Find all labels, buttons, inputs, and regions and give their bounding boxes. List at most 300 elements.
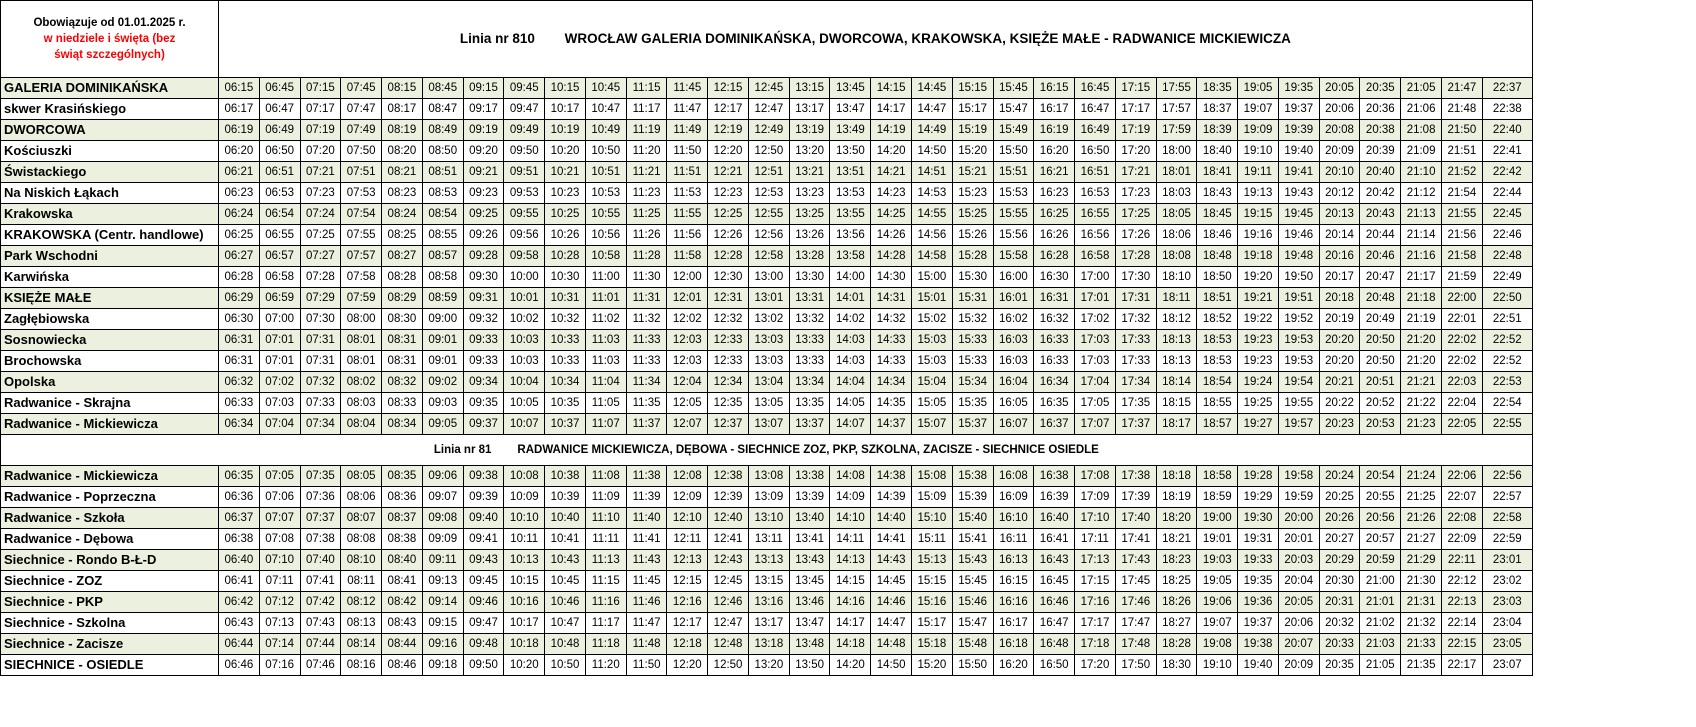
departure-time: 08:24 bbox=[382, 204, 423, 225]
departure-time: 21:00 bbox=[1360, 571, 1401, 592]
departure-time: 09:34 bbox=[463, 372, 504, 393]
departure-time: 08:02 bbox=[341, 372, 382, 393]
departure-time: 16:28 bbox=[1034, 246, 1075, 267]
departure-time: 14:01 bbox=[830, 288, 871, 309]
line-81-number: Linia nr 81 bbox=[433, 444, 492, 456]
departure-time: 12:20 bbox=[708, 141, 749, 162]
departure-time: 09:31 bbox=[463, 288, 504, 309]
departure-time: 18:12 bbox=[1156, 309, 1197, 330]
departure-time: 21:51 bbox=[1441, 141, 1482, 162]
departure-time: 09:32 bbox=[463, 309, 504, 330]
departure-time: 22:41 bbox=[1482, 141, 1532, 162]
departure-time: 16:39 bbox=[1034, 487, 1075, 508]
departure-time: 21:55 bbox=[1441, 204, 1482, 225]
departure-time: 12:45 bbox=[748, 78, 789, 99]
departure-time: 13:16 bbox=[748, 592, 789, 613]
departure-time: 22:40 bbox=[1482, 120, 1532, 141]
departure-time: 18:30 bbox=[1156, 655, 1197, 676]
departure-time: 17:13 bbox=[1075, 550, 1116, 571]
departure-time: 06:34 bbox=[219, 414, 260, 435]
departure-time: 08:46 bbox=[382, 655, 423, 676]
departure-time: 12:39 bbox=[708, 487, 749, 508]
departure-time: 13:13 bbox=[748, 550, 789, 571]
departure-time: 12:38 bbox=[708, 466, 749, 487]
departure-time: 07:07 bbox=[259, 508, 300, 529]
stop-name: Opolska bbox=[1, 372, 219, 393]
departure-time: 17:11 bbox=[1075, 529, 1116, 550]
departure-time: 15:33 bbox=[952, 351, 993, 372]
departure-time: 06:20 bbox=[219, 141, 260, 162]
departure-time: 09:47 bbox=[504, 99, 545, 120]
departure-time: 14:19 bbox=[871, 120, 912, 141]
departure-time: 13:07 bbox=[748, 414, 789, 435]
departure-time: 07:20 bbox=[300, 141, 341, 162]
departure-time: 12:43 bbox=[708, 550, 749, 571]
departure-time: 15:41 bbox=[952, 529, 993, 550]
stop-name: skwer Krasińskiego bbox=[1, 99, 219, 120]
departure-time: 18:57 bbox=[1197, 414, 1238, 435]
departure-time: 13:56 bbox=[830, 225, 871, 246]
departure-time: 10:08 bbox=[504, 466, 545, 487]
departure-time: 18:06 bbox=[1156, 225, 1197, 246]
departure-time: 20:09 bbox=[1319, 141, 1360, 162]
departure-time: 06:30 bbox=[219, 309, 260, 330]
departure-time: 21:03 bbox=[1360, 634, 1401, 655]
departure-time: 17:37 bbox=[1115, 414, 1156, 435]
departure-time: 18:46 bbox=[1197, 225, 1238, 246]
departure-time: 13:04 bbox=[748, 372, 789, 393]
departure-time: 16:33 bbox=[1034, 351, 1075, 372]
departure-time: 11:00 bbox=[585, 267, 626, 288]
departure-time: 15:58 bbox=[993, 246, 1034, 267]
departure-time: 07:47 bbox=[341, 99, 382, 120]
departure-time: 20:36 bbox=[1360, 99, 1401, 120]
departure-time: 15:47 bbox=[952, 613, 993, 634]
stop-name: Radwanice - Mickiewicza bbox=[1, 466, 219, 487]
departure-time: 11:56 bbox=[667, 225, 708, 246]
departure-time: 20:38 bbox=[1360, 120, 1401, 141]
departure-time: 16:18 bbox=[993, 634, 1034, 655]
departure-time: 12:01 bbox=[667, 288, 708, 309]
departure-time: 19:13 bbox=[1238, 183, 1279, 204]
departure-time: 07:01 bbox=[259, 351, 300, 372]
stop-name: Świstackiego bbox=[1, 162, 219, 183]
departure-time: 14:32 bbox=[871, 309, 912, 330]
departure-time: 16:30 bbox=[1034, 267, 1075, 288]
departure-time: 20:31 bbox=[1319, 592, 1360, 613]
departure-time: 14:03 bbox=[830, 351, 871, 372]
departure-time: 18:53 bbox=[1197, 351, 1238, 372]
departure-time: 10:37 bbox=[545, 414, 586, 435]
departure-time: 10:47 bbox=[545, 613, 586, 634]
departure-time: 08:05 bbox=[341, 466, 382, 487]
departure-time: 15:05 bbox=[912, 393, 953, 414]
line-810-stop-row bbox=[1, 351, 1533, 372]
departure-time: 10:01 bbox=[504, 288, 545, 309]
line-810-stop-row bbox=[1, 162, 1533, 183]
departure-time: 14:47 bbox=[871, 613, 912, 634]
departure-time: 12:28 bbox=[708, 246, 749, 267]
stop-name: Radwanice - Skrajna bbox=[1, 393, 219, 414]
departure-time: 15:03 bbox=[912, 330, 953, 351]
departure-time: 19:20 bbox=[1238, 267, 1279, 288]
departure-time: 07:03 bbox=[259, 393, 300, 414]
departure-time: 20:55 bbox=[1360, 487, 1401, 508]
departure-time: 19:21 bbox=[1238, 288, 1279, 309]
departure-time: 07:40 bbox=[300, 550, 341, 571]
line-810-number: Linia nr 810 bbox=[459, 31, 535, 46]
departure-time: 18:40 bbox=[1197, 141, 1238, 162]
departure-time: 15:01 bbox=[912, 288, 953, 309]
departure-time: 13:08 bbox=[748, 466, 789, 487]
departure-time: 19:38 bbox=[1238, 634, 1279, 655]
departure-time: 16:17 bbox=[993, 613, 1034, 634]
line-810-stop-row bbox=[1, 120, 1533, 141]
departure-time: 11:49 bbox=[667, 120, 708, 141]
departure-time: 19:23 bbox=[1238, 351, 1279, 372]
line-810-stop-row bbox=[1, 288, 1533, 309]
departure-time: 22:45 bbox=[1482, 204, 1532, 225]
departure-time: 07:05 bbox=[259, 466, 300, 487]
departure-time: 21:18 bbox=[1401, 288, 1442, 309]
departure-time: 14:39 bbox=[871, 487, 912, 508]
departure-time: 06:37 bbox=[219, 508, 260, 529]
departure-time: 06:53 bbox=[259, 183, 300, 204]
departure-time: 20:35 bbox=[1319, 655, 1360, 676]
departure-time: 21:48 bbox=[1441, 99, 1482, 120]
departure-time: 14:58 bbox=[912, 246, 953, 267]
departure-time: 17:34 bbox=[1115, 372, 1156, 393]
departure-time: 14:50 bbox=[871, 655, 912, 676]
departure-time: 20:04 bbox=[1278, 571, 1319, 592]
departure-time: 13:37 bbox=[789, 414, 830, 435]
departure-time: 15:26 bbox=[952, 225, 993, 246]
departure-time: 12:50 bbox=[748, 141, 789, 162]
departure-time: 10:17 bbox=[545, 99, 586, 120]
departure-time: 20:21 bbox=[1319, 372, 1360, 393]
departure-time: 20:25 bbox=[1319, 487, 1360, 508]
departure-time: 21:17 bbox=[1401, 267, 1442, 288]
departure-time: 14:05 bbox=[830, 393, 871, 414]
departure-time: 14:11 bbox=[830, 529, 871, 550]
departure-time: 08:16 bbox=[341, 655, 382, 676]
departure-time: 22:59 bbox=[1482, 529, 1532, 550]
departure-time: 10:47 bbox=[585, 99, 626, 120]
departure-time: 18:13 bbox=[1156, 351, 1197, 372]
departure-time: 08:14 bbox=[341, 634, 382, 655]
departure-time: 19:35 bbox=[1278, 78, 1319, 99]
departure-time: 21:13 bbox=[1401, 204, 1442, 225]
departure-time: 15:55 bbox=[993, 204, 1034, 225]
departure-time: 16:55 bbox=[1075, 204, 1116, 225]
departure-time: 13:23 bbox=[789, 183, 830, 204]
departure-time: 11:41 bbox=[626, 529, 667, 550]
departure-time: 18:25 bbox=[1156, 571, 1197, 592]
departure-time: 14:49 bbox=[912, 120, 953, 141]
stop-name: Na Niskich Łąkach bbox=[1, 183, 219, 204]
departure-time: 16:50 bbox=[1075, 141, 1116, 162]
departure-time: 20:47 bbox=[1360, 267, 1401, 288]
departure-time: 11:28 bbox=[626, 246, 667, 267]
departure-time: 08:49 bbox=[422, 120, 463, 141]
departure-time: 11:25 bbox=[626, 204, 667, 225]
departure-time: 06:50 bbox=[259, 141, 300, 162]
line-810-route: WROCŁAW GALERIA DOMINIKAŃSKA, DWORCOWA, KRAKOWSKA, KSIĘŻE MAŁE - RADWANICE MICKIEWICZA bbox=[564, 31, 1291, 46]
departure-time: 16:58 bbox=[1075, 246, 1116, 267]
departure-time: 20:59 bbox=[1360, 550, 1401, 571]
departure-time: 17:03 bbox=[1075, 330, 1116, 351]
departure-time: 13:40 bbox=[789, 508, 830, 529]
departure-time: 13:55 bbox=[830, 204, 871, 225]
departure-time: 16:38 bbox=[1034, 466, 1075, 487]
departure-time: 23:07 bbox=[1482, 655, 1532, 676]
departure-time: 09:45 bbox=[463, 571, 504, 592]
departure-time: 08:01 bbox=[341, 330, 382, 351]
departure-time: 11:03 bbox=[585, 330, 626, 351]
departure-time: 20:05 bbox=[1278, 592, 1319, 613]
departure-time: 06:29 bbox=[219, 288, 260, 309]
departure-time: 14:53 bbox=[912, 183, 953, 204]
departure-time: 15:34 bbox=[952, 372, 993, 393]
departure-time: 17:31 bbox=[1115, 288, 1156, 309]
departure-time: 13:50 bbox=[789, 655, 830, 676]
departure-time: 06:28 bbox=[219, 267, 260, 288]
departure-time: 08:31 bbox=[382, 330, 423, 351]
departure-time: 10:09 bbox=[504, 487, 545, 508]
departure-time: 06:27 bbox=[219, 246, 260, 267]
departure-time: 07:35 bbox=[300, 466, 341, 487]
line-81-stop-row bbox=[1, 550, 1533, 571]
departure-time: 11:18 bbox=[585, 634, 626, 655]
departure-time: 13:50 bbox=[830, 141, 871, 162]
departure-time: 21:01 bbox=[1360, 592, 1401, 613]
departure-time: 07:15 bbox=[300, 78, 341, 99]
departure-time: 06:36 bbox=[219, 487, 260, 508]
departure-time: 22:57 bbox=[1482, 487, 1532, 508]
line-81-header-row bbox=[1, 435, 1533, 466]
departure-time: 06:46 bbox=[219, 655, 260, 676]
departure-time: 21:54 bbox=[1441, 183, 1482, 204]
departure-time: 08:28 bbox=[382, 267, 423, 288]
departure-time: 15:20 bbox=[952, 141, 993, 162]
departure-time: 23:04 bbox=[1482, 613, 1532, 634]
departure-time: 11:48 bbox=[626, 634, 667, 655]
departure-time: 13:03 bbox=[748, 330, 789, 351]
stop-name: Zagłębiowska bbox=[1, 309, 219, 330]
departure-time: 19:51 bbox=[1278, 288, 1319, 309]
departure-time: 12:37 bbox=[708, 414, 749, 435]
departure-time: 12:25 bbox=[708, 204, 749, 225]
departure-time: 15:19 bbox=[952, 120, 993, 141]
departure-time: 17:39 bbox=[1115, 487, 1156, 508]
line-810-stop-row bbox=[1, 246, 1533, 267]
departure-time: 14:51 bbox=[912, 162, 953, 183]
departure-time: 16:45 bbox=[1075, 78, 1116, 99]
departure-time: 22:02 bbox=[1441, 330, 1482, 351]
departure-time: 06:44 bbox=[219, 634, 260, 655]
departure-time: 06:51 bbox=[259, 162, 300, 183]
departure-time: 17:55 bbox=[1156, 78, 1197, 99]
departure-time: 09:45 bbox=[504, 78, 545, 99]
departure-time: 15:17 bbox=[912, 613, 953, 634]
departure-time: 13:10 bbox=[748, 508, 789, 529]
departure-time: 12:23 bbox=[708, 183, 749, 204]
departure-time: 22:50 bbox=[1482, 288, 1532, 309]
departure-time: 18:35 bbox=[1197, 78, 1238, 99]
departure-time: 20:01 bbox=[1278, 529, 1319, 550]
departure-time: 06:57 bbox=[259, 246, 300, 267]
departure-time: 16:15 bbox=[993, 571, 1034, 592]
departure-time: 22:44 bbox=[1482, 183, 1532, 204]
departure-time: 20:50 bbox=[1360, 351, 1401, 372]
departure-time: 12:02 bbox=[667, 309, 708, 330]
departure-time: 10:34 bbox=[545, 372, 586, 393]
departure-time: 10:43 bbox=[545, 550, 586, 571]
departure-time: 16:47 bbox=[1075, 99, 1116, 120]
departure-time: 12:11 bbox=[667, 529, 708, 550]
departure-time: 20:40 bbox=[1360, 162, 1401, 183]
departure-time: 14:50 bbox=[912, 141, 953, 162]
departure-time: 12:15 bbox=[667, 571, 708, 592]
departure-time: 13:46 bbox=[789, 592, 830, 613]
departure-time: 15:25 bbox=[952, 204, 993, 225]
departure-time: 11:05 bbox=[585, 393, 626, 414]
departure-time: 08:00 bbox=[341, 309, 382, 330]
departure-time: 17:00 bbox=[1075, 267, 1116, 288]
departure-time: 22:03 bbox=[1441, 372, 1482, 393]
departure-time: 09:26 bbox=[463, 225, 504, 246]
departure-time: 18:53 bbox=[1197, 330, 1238, 351]
departure-time: 09:35 bbox=[463, 393, 504, 414]
departure-time: 14:45 bbox=[912, 78, 953, 99]
departure-time: 14:02 bbox=[830, 309, 871, 330]
departure-time: 14:28 bbox=[871, 246, 912, 267]
departure-time: 22:52 bbox=[1482, 330, 1532, 351]
departure-time: 12:53 bbox=[748, 183, 789, 204]
departure-time: 11:02 bbox=[585, 309, 626, 330]
departure-time: 09:28 bbox=[463, 246, 504, 267]
departure-time: 13:45 bbox=[830, 78, 871, 99]
departure-time: 19:05 bbox=[1238, 78, 1279, 99]
departure-time: 10:45 bbox=[585, 78, 626, 99]
departure-time: 06:38 bbox=[219, 529, 260, 550]
departure-time: 12:41 bbox=[708, 529, 749, 550]
departure-time: 12:34 bbox=[708, 372, 749, 393]
departure-time: 13:53 bbox=[830, 183, 871, 204]
departure-time: 15:15 bbox=[912, 571, 953, 592]
departure-time: 15:53 bbox=[993, 183, 1034, 204]
departure-time: 17:25 bbox=[1115, 204, 1156, 225]
departure-time: 16:48 bbox=[1034, 634, 1075, 655]
departure-time: 19:22 bbox=[1238, 309, 1279, 330]
departure-time: 19:30 bbox=[1238, 508, 1279, 529]
departure-time: 17:20 bbox=[1115, 141, 1156, 162]
departure-time: 20:22 bbox=[1319, 393, 1360, 414]
departure-time: 14:38 bbox=[871, 466, 912, 487]
departure-time: 12:04 bbox=[667, 372, 708, 393]
departure-time: 07:10 bbox=[259, 550, 300, 571]
departure-time: 09:13 bbox=[422, 571, 463, 592]
departure-time: 10:20 bbox=[545, 141, 586, 162]
departure-time: 20:06 bbox=[1319, 99, 1360, 120]
departure-time: 15:32 bbox=[952, 309, 993, 330]
departure-time: 07:59 bbox=[341, 288, 382, 309]
departure-time: 20:54 bbox=[1360, 466, 1401, 487]
departure-time: 18:39 bbox=[1197, 120, 1238, 141]
departure-time: 21:14 bbox=[1401, 225, 1442, 246]
departure-time: 09:23 bbox=[463, 183, 504, 204]
departure-time: 12:32 bbox=[708, 309, 749, 330]
departure-time: 18:59 bbox=[1197, 487, 1238, 508]
departure-time: 12:00 bbox=[667, 267, 708, 288]
stop-name: Siechnice - Zacisze bbox=[1, 634, 219, 655]
departure-time: 09:16 bbox=[422, 634, 463, 655]
stop-name: Siechnice - Szkolna bbox=[1, 613, 219, 634]
departure-time: 08:32 bbox=[382, 372, 423, 393]
departure-time: 22:05 bbox=[1441, 414, 1482, 435]
departure-time: 18:51 bbox=[1197, 288, 1238, 309]
departure-time: 14:26 bbox=[871, 225, 912, 246]
departure-time: 11:51 bbox=[667, 162, 708, 183]
departure-time: 16:46 bbox=[1034, 592, 1075, 613]
departure-time: 22:51 bbox=[1482, 309, 1532, 330]
departure-time: 08:44 bbox=[382, 634, 423, 655]
departure-time: 06:35 bbox=[219, 466, 260, 487]
departure-time: 09:08 bbox=[422, 508, 463, 529]
departure-time: 09:46 bbox=[463, 592, 504, 613]
departure-time: 17:43 bbox=[1115, 550, 1156, 571]
departure-time: 10:15 bbox=[504, 571, 545, 592]
departure-time: 15:20 bbox=[912, 655, 953, 676]
departure-time: 21:29 bbox=[1401, 550, 1442, 571]
departure-time: 14:15 bbox=[871, 78, 912, 99]
departure-time: 08:51 bbox=[422, 162, 463, 183]
departure-time: 15:46 bbox=[952, 592, 993, 613]
departure-time: 09:56 bbox=[504, 225, 545, 246]
departure-time: 13:17 bbox=[789, 99, 830, 120]
validity-cell bbox=[1, 1, 219, 78]
departure-time: 12:49 bbox=[748, 120, 789, 141]
stop-name: KSIĘŻE MAŁE bbox=[1, 288, 219, 309]
line-810-stop-row bbox=[1, 330, 1533, 351]
departure-time: 15:50 bbox=[952, 655, 993, 676]
departure-time: 15:10 bbox=[912, 508, 953, 529]
departure-time: 22:46 bbox=[1482, 225, 1532, 246]
departure-time: 17:41 bbox=[1115, 529, 1156, 550]
departure-time: 06:40 bbox=[219, 550, 260, 571]
departure-time: 13:15 bbox=[789, 78, 830, 99]
departure-time: 10:53 bbox=[585, 183, 626, 204]
departure-time: 16:17 bbox=[1034, 99, 1075, 120]
departure-time: 12:18 bbox=[667, 634, 708, 655]
departure-time: 07:24 bbox=[300, 204, 341, 225]
line-81-stop-row bbox=[1, 508, 1533, 529]
departure-time: 09:49 bbox=[504, 120, 545, 141]
departure-time: 12:07 bbox=[667, 414, 708, 435]
departure-time: 15:40 bbox=[952, 508, 993, 529]
departure-time: 22:04 bbox=[1441, 393, 1482, 414]
departure-time: 08:45 bbox=[422, 78, 463, 99]
departure-time: 17:38 bbox=[1115, 466, 1156, 487]
departure-time: 10:25 bbox=[545, 204, 586, 225]
stop-name: Siechnice - Rondo B-Ł-D bbox=[1, 550, 219, 571]
departure-time: 20:56 bbox=[1360, 508, 1401, 529]
days-line-1: w niedziele i święta (bez bbox=[43, 33, 176, 45]
departure-time: 18:19 bbox=[1156, 487, 1197, 508]
line-810-stop-row bbox=[1, 183, 1533, 204]
departure-time: 10:50 bbox=[585, 141, 626, 162]
departure-time: 19:10 bbox=[1238, 141, 1279, 162]
